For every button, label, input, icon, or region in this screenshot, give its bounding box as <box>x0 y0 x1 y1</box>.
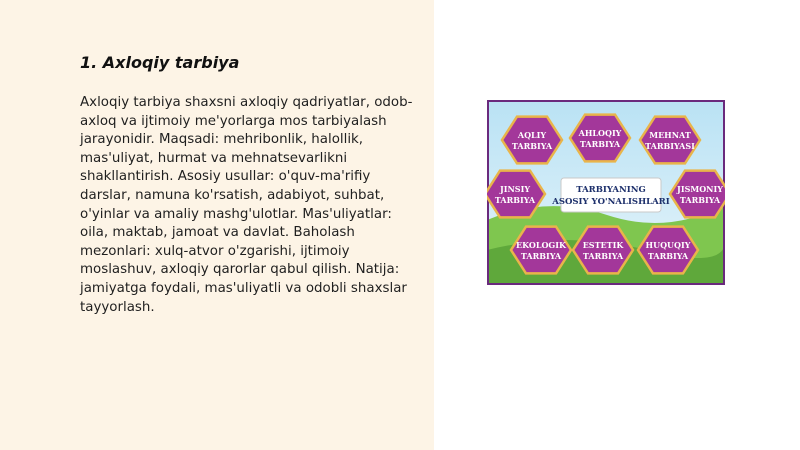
hexagon-label: AQLIY <box>517 130 547 140</box>
hexagon-label: EKOLOGIK <box>516 240 566 250</box>
hexagon-label: JISMONIY <box>677 184 723 194</box>
hexagon-label: TARBIYA <box>494 195 536 205</box>
center-label-line-1: TARBIYANING <box>576 185 646 195</box>
hexagon-label: TARBIYA <box>520 251 562 261</box>
hexagon-label: AHLOQIY <box>578 128 622 138</box>
hexagon-label: TARBIYA <box>579 139 621 149</box>
hexagon-label: TARBIYASI <box>645 141 695 151</box>
diagram-svg <box>487 100 725 285</box>
hexagon-label: TARBIYA <box>679 195 721 205</box>
hexagon-label: TARBIYA <box>647 251 689 261</box>
hexagon-label: HUQUQIY <box>645 240 691 250</box>
hexagon-label: MEHNAT <box>649 130 691 140</box>
tarbiya-directions-diagram <box>487 100 725 285</box>
hexagon-label: JINSIY <box>499 184 531 194</box>
hexagon-label: TARBIYA <box>511 141 553 151</box>
center-label-line-2: ASOSIY YO'NALISHLARI <box>552 197 670 207</box>
hexagon-label: ESTETIK <box>582 240 624 250</box>
hexagon-label: TARBIYA <box>582 251 624 261</box>
slide-body-text: Axloqiy tarbiya shaxsni axloqiy qadriyatlar, odob-axloq va ijtimoiy me'yorlarga mos tarbiyalash jarayonidir. Maqsadi: mehribonlik, halollik, mas'uliyat, hurmat va mehnatsevarlikni shakllantirish. Asosiy usullar: o'quv-ma'rifiy darslar, namuna ko'rsatish, adabiyot, suhbat, o'yinlar va amaliy mashg'ulotlar. Mas'uliyatlar: oila, maktab, jamoat va davlat. Baholash mezonlari: xulq-atvor o'zgarishi, ijtimoiy moslashuv, axloqiy qarorlar qabul qilish. Natija: jamiyatga foydali, mas'uliyatli va odobli shaxslar tayyorlash. <box>80 95 413 315</box>
slide-heading: 1. Axloqiy tarbiya <box>80 53 240 72</box>
